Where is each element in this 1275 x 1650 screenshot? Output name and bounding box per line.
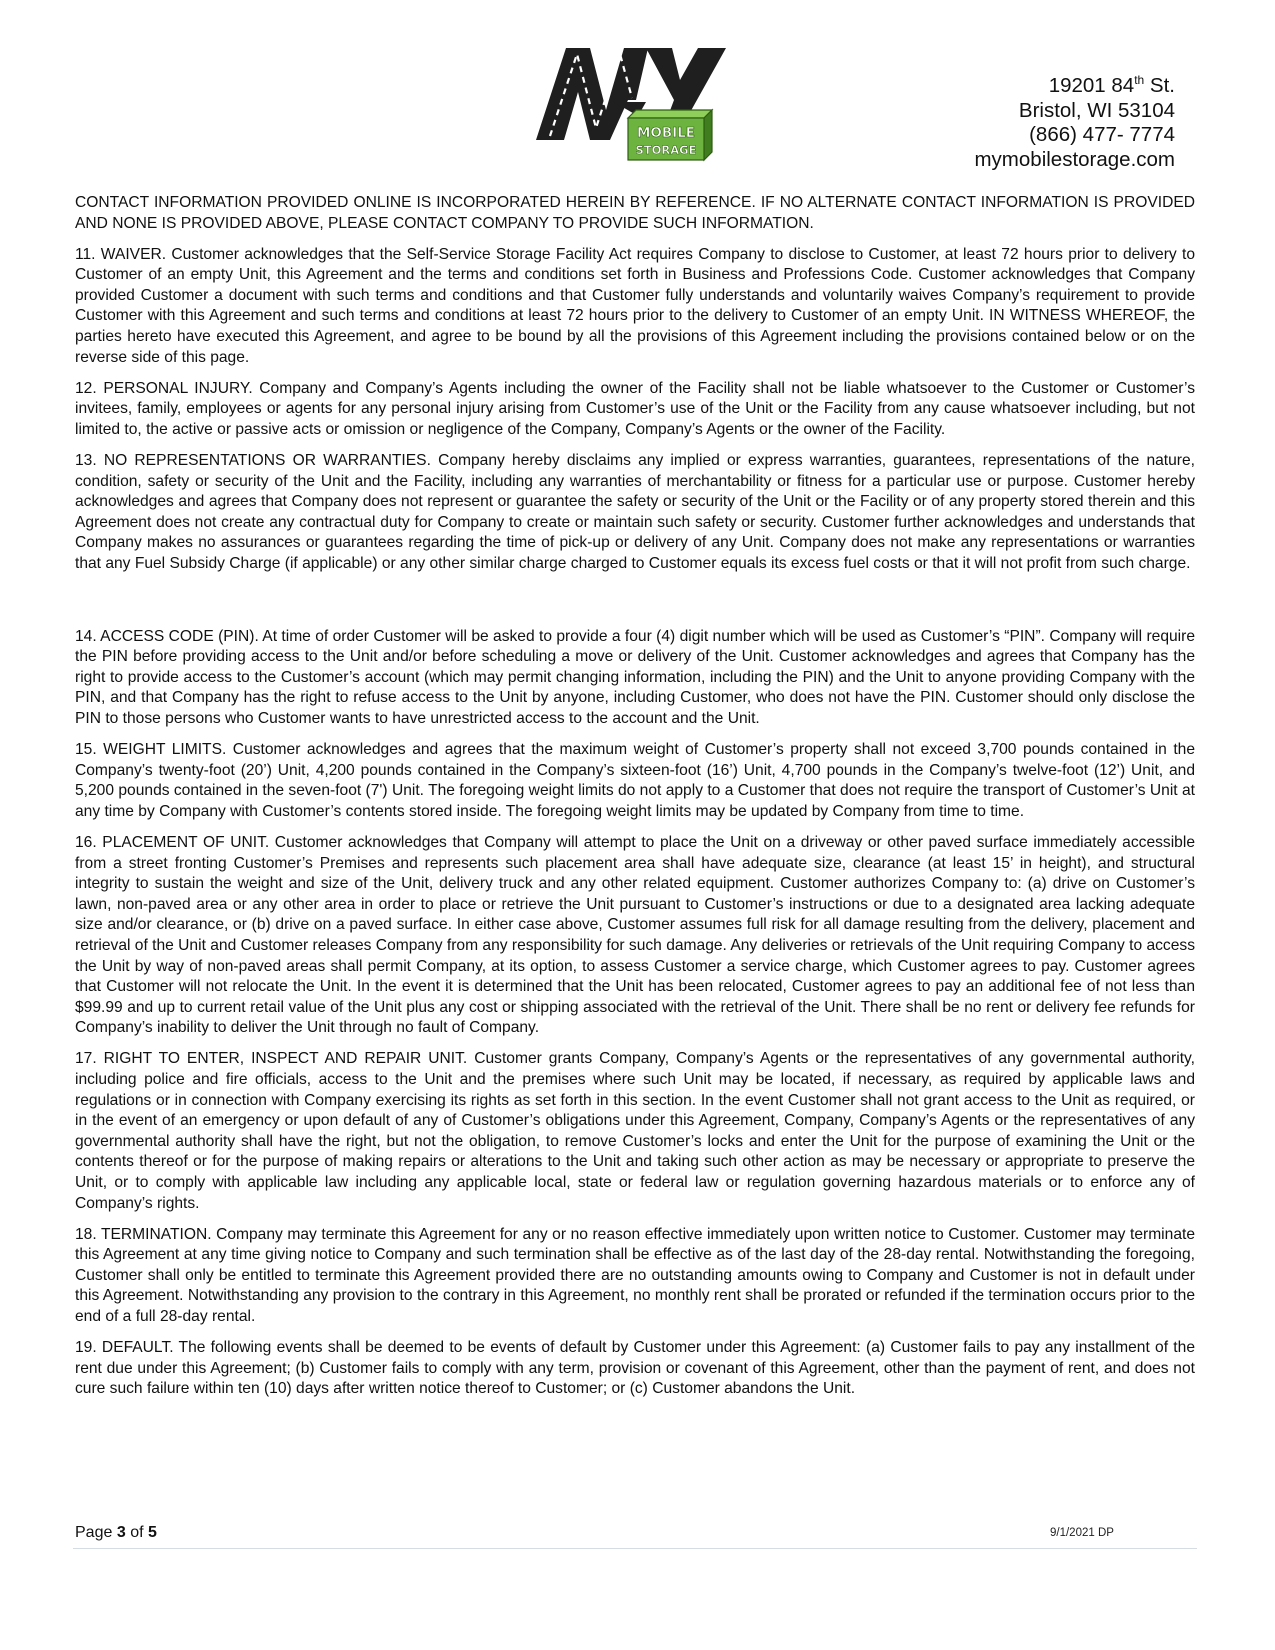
- clause-13-no-representations: 13. NO REPRESENTATIONS OR WARRANTIES. Company hereby disclaims any implied or express warranties, guarantees, representations of the nature, condition, safety or security of the Unit and the Facility, including any warranties of merchantability or fitness for a particular use or purpose. Customer hereby acknowledges and agrees that Company does not represent or guarantee the safety or security of the Unit or the Facility or of any property stored therein and this Agreement does not create any contractual duty for Company to create or maintain such safety or security. Customer further acknowledges and understands that Company makes no assurances or guarantees regarding the time of pick-up or delivery of any Unit. Company does not make any representations or warranties that any Fuel Subsidy Charge (if applicable) or any other similar charge charged to Customer equals its excess fuel costs or that it will not profit from such charge.: [75, 452, 1195, 572]
- clause-14-access-code: 14. ACCESS CODE (PIN). At time of order Customer will be asked to provide a four (4) digit number which will be used as Customer’s “PIN”. Company will require the PIN before providing access to the Unit and/or before scheduling a move or delivery of the Unit. Customer acknowledges and agrees that Company has the right to provide access to the Customer’s account (which may permit changing information, including the PIN) and the Unit to anyone providing Company with the PIN, and that Company has the right to refuse access to the Unit by anyone, including Customer, who does not have the PIN. Customer should only disclose the PIN to those persons who Customer wants to have unrestricted access to the account and the Unit.: [75, 627, 1195, 727]
- clause-12-personal-injury: 12. PERSONAL INJURY. Company and Company’s Agents including the owner of the Facility shall not be liable whatsoever to the Customer or Customer’s invitees, family, employees or agents for any personal injury arising from Customer’s use of the Unit or the Facility from any cause whatsoever including, but not limited to, the active or passive acts or omission or negligence of the Company, Company’s Agents or the owner of the Facility.: [75, 379, 1195, 438]
- page-current: 3: [116, 1524, 126, 1541]
- page-label: Page: [75, 1524, 113, 1541]
- clause-16-placement: 16. PLACEMENT OF UNIT. Customer acknowledges that Company will attempt to place the Unit on a driveway or other paved surface immediately accessible from a street fronting Customer’s Premises and represents such placement area shall have adequate size, clearance (at least 15’ in height), and structural integrity to sustain the weight and size of the Unit, delivery truck and any other related equipment. Customer authorizes Company to: (a) drive on Customer’s lawn, non-paved area or any other area in order to place or retrieve the Unit pursuant to Customer’s instructions or due to a designated area lacking adequate size and/or clearance, or (b) drive on a paved surface. In either case above, Customer assumes full risk for all damage resulting from the delivery, placement and retrieval of the Unit and Customer releases Company from any responsibility for such damage. Any deliveries or retrievals of the Unit requiring Company to access the Unit by way of non-paved areas shall permit Company, at its option, to assess Customer a service charge, which Customer agrees to pay. Customer agrees that Customer will not relocate the Unit. In the event it is determined that the Unit has been relocated, Customer agrees to pay an additional fee of not less than $99.99 and up to current retail value of the Unit plus any cost or shipping associated with the retrieval of the Unit. There shall be no rent or delivery fee refunds for Company’s inability to deliver the Unit through no fault of Company.: [75, 833, 1195, 1037]
- page-footer: [73, 1524, 1197, 1549]
- address-website: mymobilestorage.com: [974, 147, 1175, 171]
- contact-info-notice: CONTACT INFORMATION PROVIDED ONLINE IS INCORPORATED HEREIN BY REFERENCE. IF NO ALTERNATE CONTACT INFORMATION IS PROVIDED AND NONE IS PROVIDED ABOVE, PLEASE CONTACT COMPANY TO PROVIDE SUCH INFORMATION.: [75, 194, 1195, 232]
- clause-15-weight-limits: 15. WEIGHT LIMITS. Customer acknowledges and agrees that the maximum weight of Customer’s property shall not exceed 3,700 pounds contained in the Company’s twenty-foot (20’) Unit, 4,200 pounds contained in the Company’s sixteen-foot (16’) Unit, 4,700 pounds in the Company’s twelve-foot (12’) Unit, and 5,200 pounds contained in the seven-foot (7') Unit. The foregoing weight limits do not apply to a Customer that does not require the transport of Customer’s Unit at any time by Company with Customer’s contents stored inside. The foregoing weight limits may be updated by Company from time to time.: [75, 741, 1195, 820]
- logo-badge-line1: MOBILE: [636, 125, 696, 141]
- clause-18-termination: 18. TERMINATION. Company may terminate this Agreement for any or no reason effective immediately upon written notice to Customer. Customer may terminate this Agreement at any time giving notice to Company and such termination shall be effective as of the last day of the 28-day rental. Notwithstanding the foregoing, Customer shall only be entitled to terminate this Agreement provided there are no outstanding amounts owing to Company and Customer is not in default under this Agreement. Notwithstanding any provision to the contrary in this Agreement, no monthly rent shall be prorated or refunded if the termination occurs prior to the end of a full 28-day rental.: [75, 1225, 1195, 1325]
- street-ordinal: th: [1134, 73, 1145, 87]
- clause-17-right-to-enter: 17. RIGHT TO ENTER, INSPECT AND REPAIR UNIT. Customer grants Company, Company’s Agents or the representatives of any governmental authority, including police and fire officials, access to the Unit and the premises where such Unit may be located, if necessary, as required by applicable laws and regulations or in connection with Company exercising its rights as set forth in this section. In the event Customer shall not grant access to the Unit as required, or in the event of an emergency or upon default of any of Customer’s obligations under this Agreement, Company, Company’s Agents or the representatives of any governmental authority shall have the right, but not the obligation, to remove Customer’s locks and enter the Unit for the purpose of examining the Unit or the contents thereof or for the purpose of making repairs or alterations to the Unit and taking such other action as may be necessary or appropriate to preserve the Unit, or to comply with applicable law including any applicable local, state or federal law or regulation governing hazardous materials or to enforce any of Company’s rights.: [75, 1050, 1195, 1212]
- street-number: 19201 84: [1048, 74, 1135, 97]
- address-city: Bristol, WI 53104: [1018, 98, 1175, 122]
- clause-19-default: 19. DEFAULT. The following events shall be deemed to be events of default by Customer under this Agreement: (a) Customer fails to pay any installment of the rent due under this Agreement; (b) Customer fails to comply with any term, provision or covenant of this Agreement, other than the payment of rent, and does not cure such failure within ten (10) days after written notice thereof to Customer; or (c) Customer abandons the Unit.: [75, 1339, 1195, 1398]
- page-number: [75, 1524, 157, 1542]
- clause-11-waiver: 11. WAIVER. Customer acknowledges that the Self-Service Storage Facility Act requires Company to disclose to Customer, at least 72 hours prior to delivery to Customer of an empty Unit, this Agreement and the terms and conditions set forth in Business and Professions Code. Customer acknowledges that Company provided Customer a document with such terms and conditions and that Customer fully understands and voluntarily waives Company’s requirement to provide Customer with this Agreement and such terms and conditions at least 72 hours prior to the delivery to Customer of an empty Unit. IN WITNESS WHEREOF, the parties hereto have executed this Agreement, and agree to be bound by all the provisions of this Agreement including the provisions contained below or on the reverse side of this page.: [75, 245, 1195, 366]
- street-suffix: St.: [1144, 74, 1175, 97]
- company-logo: [528, 40, 738, 168]
- logo-y: [646, 48, 726, 116]
- address-phone: (866) 477- 7774: [1029, 123, 1175, 146]
- my-mobile-storage-logo: [528, 40, 738, 168]
- agreement-body: [75, 193, 1195, 1410]
- address-street: [974, 74, 1175, 99]
- page-total: 5: [147, 1524, 157, 1541]
- page-of: of: [130, 1524, 144, 1541]
- company-address: [974, 74, 1175, 172]
- revision-date: 9/1/2021 DP: [1050, 1527, 1114, 1539]
- logo-badge-line2: STORAGE: [635, 143, 697, 157]
